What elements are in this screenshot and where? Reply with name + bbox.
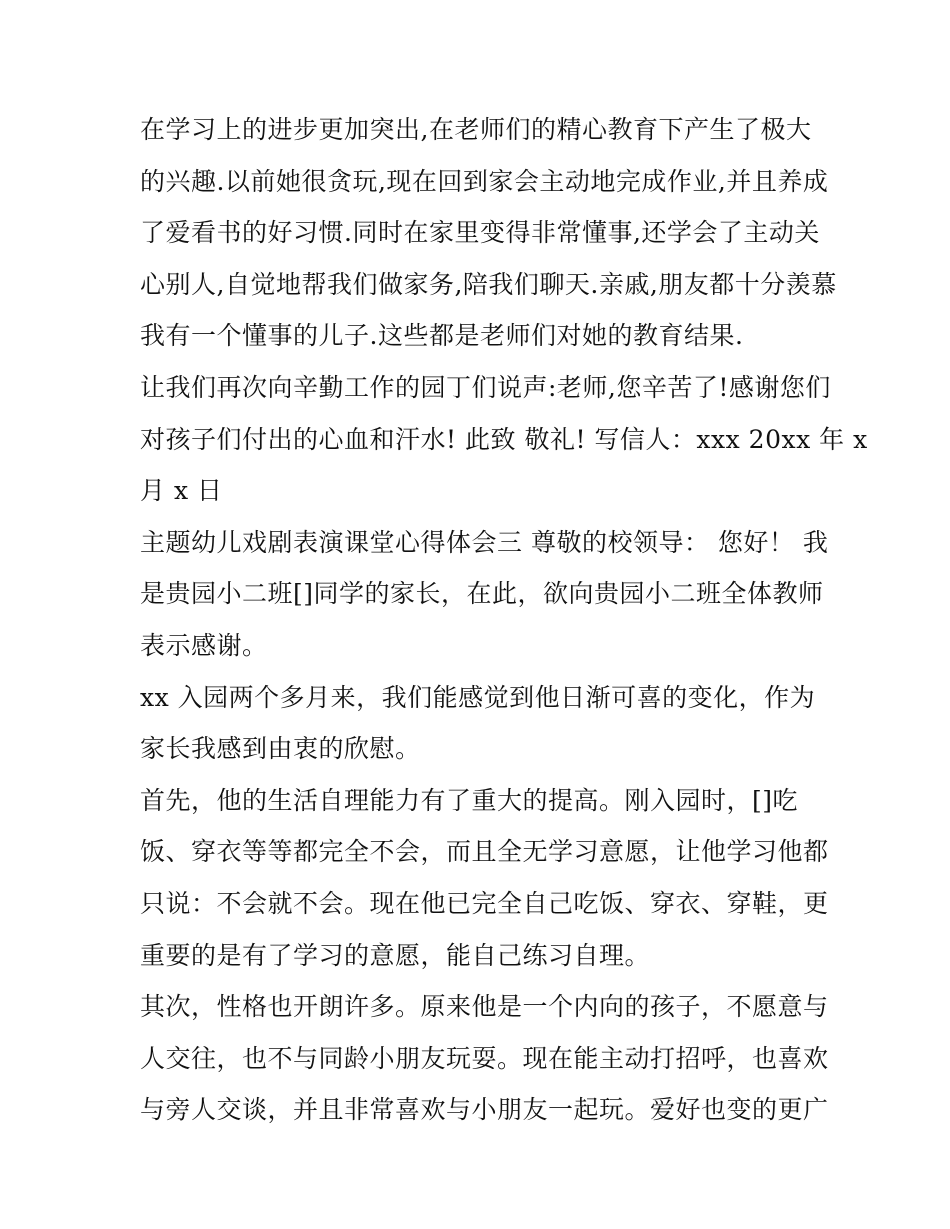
text-line: 与旁人交谈，并且非常喜欢与小朋友一起玩。爱好也变的更广: [140, 1095, 829, 1125]
text-line: 其次，性格也开朗许多。原来他是一个内向的孩子，不愿意与: [140, 992, 829, 1022]
text-line: 的兴趣.以前她很贪玩,现在回到家会主动地完成作业,并且养成: [140, 166, 829, 196]
text-line: 是贵园小二班[]同学的家长，在此，欲向贵园小二班全体教师: [140, 579, 824, 609]
text-line: 主题幼儿戏剧表演课堂心得体会三 尊敬的校领导： 您好！ 我: [140, 527, 829, 557]
text-line: 表示感谢。: [140, 630, 268, 660]
text-line: 人交往，也不与同龄小朋友玩耍。现在能主动打招呼，也喜欢: [140, 1043, 829, 1073]
text-line: 月 x 日: [140, 476, 223, 506]
text-line: 我有一个懂事的儿子.这些都是老师们对她的教育结果.: [140, 321, 744, 351]
text-line: 重要的是有了学习的意愿，能自己练习自理。: [140, 940, 651, 970]
text-line: 只说：不会就不会。现在他已完全自己吃饭、穿衣、穿鞋，更: [140, 888, 829, 918]
text-line: 了爱看书的好习惯.同时在家里变得非常懂事,还学会了主动关: [140, 218, 820, 248]
text-line: 饭、穿衣等等都完全不会，而且全无学习意愿，让他学习他都: [140, 837, 829, 867]
text-line: 家长我感到由衷的欣慰。: [140, 734, 421, 764]
text-line: 心别人,自觉地帮我们做家务,陪我们聊天.亲戚,朋友都十分羡慕: [140, 269, 837, 299]
text-line: xx 入园两个多月来，我们能感觉到他日渐可喜的变化，作为: [140, 682, 816, 712]
text-line: 让我们再次向辛勤工作的园丁们说声:老师,您辛苦了!感谢您们: [140, 372, 831, 402]
document-body: [140, 104, 868, 1136]
text-line: 首先，他的生活自理能力有了重大的提高。刚入园时，[]吃: [140, 785, 799, 815]
text-line: 在学习上的进步更加突出,在老师们的精心教育下产生了极大: [140, 115, 812, 144]
text-line: 对孩子们付出的心血和汗水! 此致 敬礼! 写信人：xxx 20xx 年 x: [140, 424, 868, 454]
